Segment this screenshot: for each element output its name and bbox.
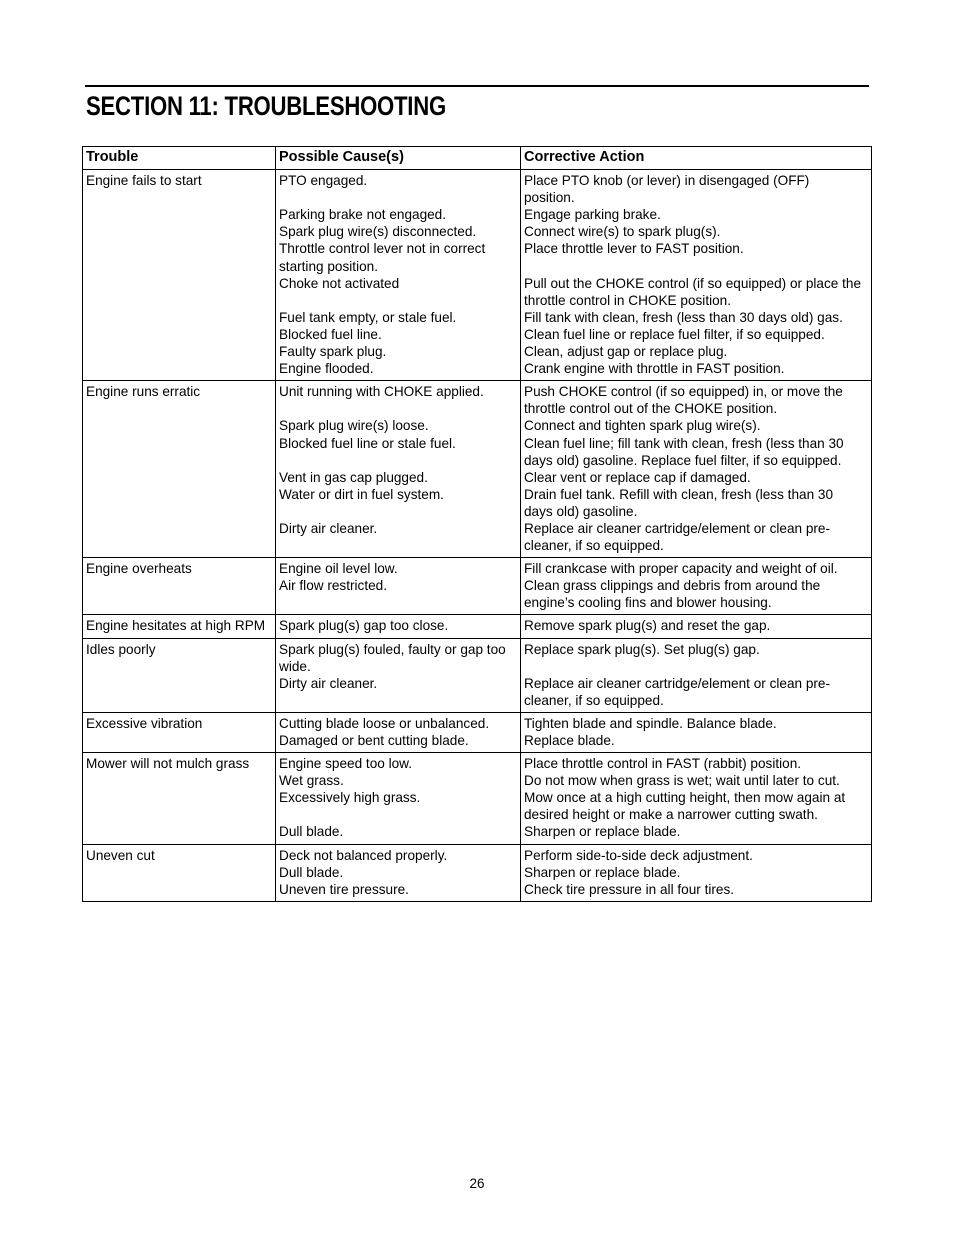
cause-line: Cutting blade loose or unbalanced. [279, 715, 490, 731]
causes-cell [276, 638, 521, 712]
action-line: Fill crankcase with proper capacity and weight of oil. [524, 561, 838, 577]
action-line: Replace blade. [524, 733, 615, 748]
causes-cell [276, 753, 521, 844]
cause-line [279, 189, 517, 206]
trouble-cell [83, 170, 276, 381]
actions-cell [521, 615, 872, 638]
actions-cell [521, 558, 872, 615]
action-line: Fill tank with clean, fresh (less than 30 days old) gas. [524, 309, 843, 325]
actions-cell [521, 638, 872, 712]
action-line: Clear vent or replace cap if damaged. [524, 469, 751, 485]
causes-cell [276, 558, 521, 615]
table-row [83, 638, 872, 712]
cause-line: Engine speed too low. [279, 756, 413, 772]
action-line: Place throttle lever to FAST position. [524, 241, 744, 257]
action-line: Clean grass clippings and debris from around the [524, 578, 821, 594]
cause-line: Wet grass. [279, 773, 344, 789]
header-trouble: Trouble [83, 147, 276, 170]
page-number: 26 [469, 1176, 485, 1191]
cause-line [279, 503, 517, 520]
cause-line: Throttle control lever not in correct [279, 241, 486, 257]
table-header-row [83, 147, 872, 170]
action-line: Remove spark plug(s) and reset the gap. [524, 618, 771, 634]
action-line: Tighten blade and spindle. Balance blade. [524, 715, 777, 731]
cause-line: Choke not activated [279, 275, 400, 291]
action-line: cleaner, if so equipped. [524, 538, 664, 554]
action-line: Engage parking brake. [524, 207, 661, 223]
section-title: SECTION 11: TROUBLESHOOTING [86, 91, 446, 121]
cause-line [279, 806, 517, 823]
cause-line: starting position. [279, 258, 378, 274]
action-line: Perform side-to-side deck adjustment. [524, 847, 753, 863]
causes-cell [276, 844, 521, 901]
header-corrective-action: Corrective Action [521, 147, 872, 170]
header-possible-causes: Possible Cause(s) [276, 147, 521, 170]
cause-line: wide. [279, 658, 311, 674]
table-row [83, 170, 872, 381]
action-line: position. [524, 190, 575, 206]
troubleshooting-table [82, 146, 872, 902]
cause-line: Spark plug(s) fouled, faulty or gap too [279, 641, 506, 657]
action-line: engine’s cooling fins and blower housing. [524, 595, 772, 611]
cause-line: Water or dirt in fuel system. [279, 486, 444, 502]
table-row [83, 844, 872, 901]
actions-cell [521, 170, 872, 381]
table-body [83, 170, 872, 902]
action-line [524, 658, 868, 675]
cause-line: Dirty air cleaner. [279, 675, 378, 691]
table-row [83, 558, 872, 615]
action-line: Replace air cleaner cartridge/element or clean pre- [524, 675, 831, 691]
action-line: throttle control in CHOKE position. [524, 292, 732, 308]
table-row [83, 712, 872, 752]
causes-cell [276, 381, 521, 558]
cause-line: Dull blade. [279, 824, 344, 840]
action-line: days old) gasoline. Replace fuel filter, if so equipped. [524, 452, 842, 468]
trouble-cell [83, 558, 276, 615]
action-line: Sharpen or replace blade. [524, 864, 681, 880]
action-line: Pull out the CHOKE control (if so equipped) or place the [524, 275, 862, 291]
cause-line: Damaged or bent cutting blade. [279, 733, 469, 748]
cause-line: Spark plug(s) gap too close. [279, 618, 449, 634]
cause-line: PTO engaged. [279, 173, 368, 189]
actions-cell [521, 753, 872, 844]
trouble-text: Uneven cut [86, 847, 155, 863]
trouble-text: Excessive vibration [86, 715, 203, 731]
action-line: Clean fuel line or replace fuel filter, if so equipped. [524, 326, 825, 342]
trouble-text: Engine runs erratic [86, 384, 201, 400]
cause-line: Vent in gas cap plugged. [279, 469, 428, 485]
cause-line: Spark plug wire(s) loose. [279, 418, 429, 434]
action-line: Mow once at a high cutting height, then mow again at [524, 790, 846, 806]
header-rule [85, 85, 869, 87]
trouble-text: Engine hesitates at high RPM [86, 618, 266, 634]
trouble-cell [83, 844, 276, 901]
action-line: Replace air cleaner cartridge/element or clean pre- [524, 520, 831, 536]
trouble-text: Engine fails to start [86, 173, 202, 189]
table-row [83, 615, 872, 638]
action-line: days old) gasoline. [524, 503, 638, 519]
cause-line: Uneven tire pressure. [279, 881, 409, 897]
trouble-cell [83, 638, 276, 712]
causes-cell [276, 712, 521, 752]
trouble-text: Idles poorly [86, 641, 156, 657]
table-row [83, 381, 872, 558]
cause-line: Dirty air cleaner. [279, 520, 378, 536]
action-line: Place throttle control in FAST (rabbit) position. [524, 756, 802, 772]
cause-line: Blocked fuel line or stale fuel. [279, 435, 456, 451]
action-line: desired height or make a narrower cutting swath. [524, 807, 818, 823]
trouble-cell [83, 753, 276, 844]
action-line: Replace spark plug(s). Set plug(s) gap. [524, 641, 760, 657]
cause-line: Dull blade. [279, 864, 344, 880]
actions-cell [521, 844, 872, 901]
cause-line: Engine oil level low. [279, 561, 398, 577]
trouble-cell [83, 712, 276, 752]
trouble-cell [83, 381, 276, 558]
cause-line: Parking brake not engaged. [279, 207, 447, 223]
trouble-text: Mower will not mulch grass [86, 756, 250, 772]
cause-line: Faulty spark plug. [279, 344, 387, 360]
cause-line: Spark plug wire(s) disconnected. [279, 224, 477, 240]
actions-cell [521, 381, 872, 558]
cause-line: Air flow restricted. [279, 578, 388, 594]
cause-line: Deck not balanced properly. [279, 847, 448, 863]
action-line: Sharpen or replace blade. [524, 824, 681, 840]
table-row [83, 753, 872, 844]
cause-line [279, 400, 517, 417]
action-line: Connect and tighten spark plug wire(s). [524, 418, 761, 434]
action-line: Drain fuel tank. Refill with clean, fresh (less than 30 [524, 486, 834, 502]
action-line: Check tire pressure in all four tires. [524, 881, 735, 897]
action-line: throttle control out of the CHOKE position. [524, 401, 778, 417]
action-line: Push CHOKE control (if so equipped) in, or move the [524, 384, 843, 400]
cause-line: Blocked fuel line. [279, 326, 382, 342]
cause-line: Excessively high grass. [279, 790, 421, 806]
cause-line [279, 292, 517, 309]
action-line: Clean fuel line; fill tank with clean, fresh (less than 30 [524, 435, 844, 451]
cause-line: Engine flooded. [279, 361, 374, 377]
action-line: Do not mow when grass is wet; wait until later to cut. [524, 773, 840, 789]
cause-line: Unit running with CHOKE applied. [279, 384, 484, 400]
trouble-cell [83, 615, 276, 638]
action-line: Connect wire(s) to spark plug(s). [524, 224, 721, 240]
causes-cell [276, 615, 521, 638]
action-line: Crank engine with throttle in FAST position. [524, 361, 785, 377]
cause-line [279, 452, 517, 469]
action-line [524, 258, 868, 275]
cause-line: Fuel tank empty, or stale fuel. [279, 309, 457, 325]
causes-cell [276, 170, 521, 381]
action-line: Place PTO knob (or lever) in disengaged (OFF) [524, 173, 810, 189]
action-line: Clean, adjust gap or replace plug. [524, 344, 728, 360]
trouble-text: Engine overheats [86, 561, 192, 577]
actions-cell [521, 712, 872, 752]
action-line: cleaner, if so equipped. [524, 692, 664, 708]
